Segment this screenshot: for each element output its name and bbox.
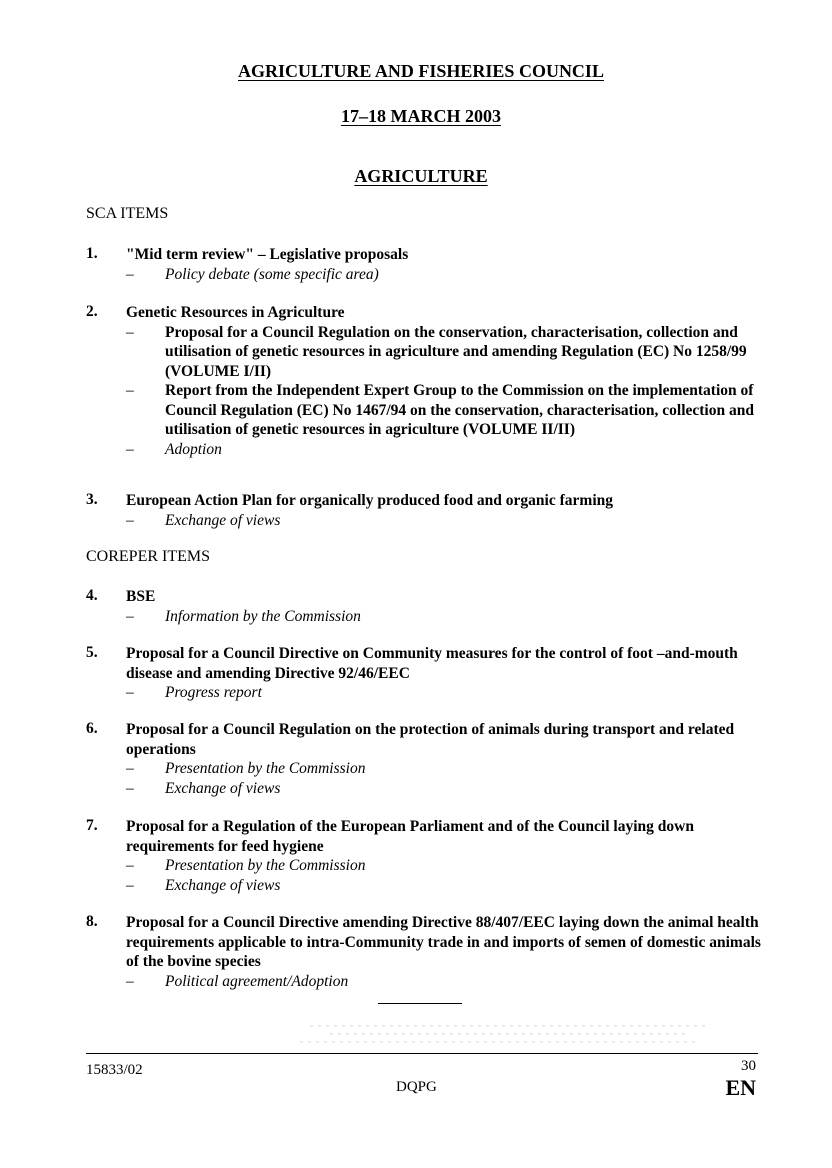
item-title: Proposal for a Council Directive amending Directive 88/407/EEC laying down the animal health requirements applicable to intra-Community trade in and imports of semen of domestic animals of the bovine species	[126, 914, 761, 970]
sub-item	[126, 440, 766, 460]
dash: –	[126, 323, 134, 341]
sub-item	[126, 759, 766, 779]
agenda-item	[86, 587, 766, 626]
sub-item-text: Presentation by the Commission	[165, 857, 366, 874]
item-title: "Mid term review" – Legislative proposals	[126, 246, 409, 263]
dash: –	[126, 972, 134, 990]
sub-item-text: Progress report	[165, 684, 262, 701]
item-title: European Action Plan for organically produced food and organic farming	[126, 492, 613, 509]
item-title: Genetic Resources in Agriculture	[126, 304, 345, 321]
dash: –	[126, 760, 134, 777]
item-number: 5.	[86, 644, 98, 661]
council-title: AGRICULTURE AND FISHERIES COUNCIL	[238, 61, 604, 81]
item-number: 8.	[86, 913, 98, 930]
page-number: 30	[741, 1058, 756, 1074]
sub-item	[126, 265, 766, 285]
language-code: EN	[725, 1075, 756, 1100]
agenda-item	[86, 720, 766, 798]
department-code: DQPG	[396, 1079, 437, 1095]
sub-item	[126, 607, 766, 627]
group-title-sca: SCA ITEMS	[86, 205, 169, 222]
footer-rule	[86, 1053, 758, 1054]
agenda-item	[86, 817, 766, 895]
agenda-item	[86, 913, 766, 991]
sub-item-text: Exchange of views	[165, 779, 281, 797]
dash: –	[126, 607, 134, 625]
item-title: Proposal for a Council Directive on Community measures for the control of foot –and-mouth disease and amending Directive 92/46/EEC	[126, 645, 738, 682]
sub-item-text: Exchange of views	[165, 511, 281, 529]
item-number: 1.	[86, 245, 98, 262]
sub-item	[126, 381, 766, 440]
agenda-item	[86, 644, 766, 703]
sub-item-text: Presentation by the Commission	[165, 760, 366, 777]
agenda-item	[86, 245, 766, 284]
dash: –	[126, 440, 134, 458]
dash: –	[126, 382, 134, 399]
sub-item-text: Policy debate (some specific area)	[165, 265, 379, 283]
dash: –	[126, 684, 134, 701]
sub-item-text: Report from the Independent Expert Group to the Commission on the implementation of Council Regulation (EC) No 1467/94 on the conservation, characterisation, collection and utilisation of genetic resources in agriculture (VOLUME II/II)	[165, 382, 754, 438]
item-number: 6.	[86, 720, 98, 737]
item-title: Proposal for a Regulation of the European Parliament and of the Council laying down requirements for feed hygiene	[126, 818, 694, 855]
dash: –	[126, 779, 134, 797]
sub-item	[126, 779, 766, 799]
sub-item-text: Information by the Commission	[165, 607, 361, 625]
document-number: 15833/02	[86, 1062, 143, 1078]
end-separator	[378, 1003, 462, 1004]
sub-item-text: Proposal for a Council Regulation on the conservation, characterisation, collection and utilisation of genetic resources in agriculture and amending Regulation (EC) No 1258/99 (VOLUME I/II)	[165, 323, 747, 380]
sub-item	[126, 876, 766, 896]
scan-noise	[300, 1018, 720, 1052]
sub-item	[126, 856, 766, 876]
dash: –	[126, 511, 134, 529]
dash: –	[126, 857, 134, 874]
sub-item	[126, 323, 766, 382]
sub-item	[126, 972, 766, 992]
agenda-item	[86, 491, 766, 530]
item-title: Proposal for a Council Regulation on the protection of animals during transport and related operations	[126, 721, 735, 758]
item-number: 7.	[86, 817, 98, 834]
sub-item-text: Political agreement/Adoption	[165, 972, 349, 990]
item-title: BSE	[126, 588, 156, 605]
section-title: AGRICULTURE	[354, 166, 488, 186]
sub-item	[126, 511, 766, 531]
sub-item-text: Adoption	[165, 440, 222, 458]
sub-item-text: Exchange of views	[165, 876, 281, 894]
dash: –	[126, 876, 134, 894]
group-title-coreper: COREPER ITEMS	[86, 548, 211, 565]
meeting-date: 17–18 MARCH 2003	[341, 106, 501, 126]
item-number: 3.	[86, 491, 98, 508]
sub-item	[126, 683, 766, 703]
agenda-item	[86, 303, 766, 459]
item-number: 2.	[86, 303, 98, 320]
dash: –	[126, 265, 134, 283]
item-number: 4.	[86, 587, 98, 604]
